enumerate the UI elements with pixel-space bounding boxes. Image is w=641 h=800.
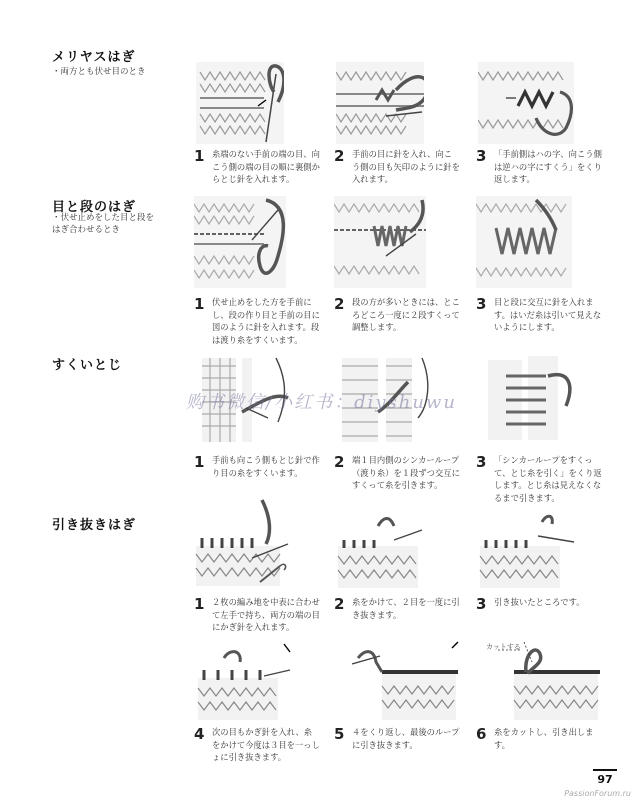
section-title-sukui-toji: すくいとじ: [52, 358, 123, 373]
step-number: 2: [334, 595, 345, 613]
step-caption: 糸端のない手前の端の目、向こう側の端の目の順に裏側からとじ針を入れます。: [212, 149, 320, 184]
step-number: 1: [194, 295, 205, 313]
step-caption: ４をくり返し、最後のループに引き抜きます。: [352, 727, 460, 750]
step-caption: 引き抜いたところです。: [494, 597, 585, 607]
illustration-step-4: [194, 640, 294, 724]
illustration-step-1: [194, 196, 286, 288]
forum-watermark: PassionForum.ru: [564, 789, 631, 798]
step-caption: 糸をかけて、２目を一度に引き抜きます。: [352, 597, 460, 620]
step-caption: 手前も向こう側もとじ針で作り目の糸をすくいます。: [212, 455, 320, 478]
section-note: ・両方とも伏せ目のとき: [52, 67, 146, 77]
section-title-meriyasu-hagi: メリヤスはぎ: [52, 50, 136, 65]
page-number: 97: [593, 769, 617, 786]
step-number: 4: [194, 725, 205, 743]
illustration-step-3: [476, 196, 572, 288]
illustration-step-3: [476, 508, 576, 592]
step-number: 2: [334, 295, 345, 313]
section-title-me-to-dan-no-hagi: 目と段のはぎ: [52, 200, 137, 215]
step-number: 6: [476, 725, 487, 743]
step-caption: 次の目もかぎ針を入れ、糸をかけて今度は３目を一っしょに引き抜きます。: [212, 727, 320, 762]
step-caption: ２枚の編み地を中表に合わせて左手で持ち、両方の端の目にかぎ針を入れます。: [212, 597, 320, 632]
section-title-hikinuki-hagi: 引き抜きはぎ: [52, 518, 137, 533]
illustration-step-1: [192, 496, 290, 592]
illustration-step-5: [352, 640, 462, 724]
illustration-step-3: [478, 62, 574, 144]
cut-label: カットする: [486, 643, 521, 651]
step-number: 2: [334, 453, 345, 471]
step-caption: 端１目内側のシンカーループ（渡り糸）を１段ずつ交互にすくって糸を引きます。: [352, 455, 460, 490]
step-number: 3: [476, 453, 487, 471]
illustration-step-2: [334, 196, 426, 288]
illustration-step-3: [478, 346, 574, 446]
step-caption: 伏せ止めをした方を手前にし、段の作り目と手前の目に図のように針を入れます。段は渡り糸をすくいます。: [212, 297, 320, 345]
illustration-step-1: [196, 62, 284, 144]
step-number: 3: [476, 295, 487, 313]
step-caption: 手前の目に針を入れ、向こう側の目も矢印のように針を入れます。: [352, 149, 460, 184]
step-number: 5: [334, 725, 345, 743]
step-number: 1: [194, 595, 205, 613]
watermark-text: 购书微信/小红书：diyshuwu: [186, 392, 457, 413]
step-number: 3: [476, 147, 487, 165]
step-caption: 段の方が多いときには、ところどころ一度に２段すくって調整します。: [352, 297, 460, 332]
illustration-step-2: [334, 508, 424, 592]
step-caption: 糸をカットし、引き出します。: [494, 727, 594, 750]
step-number: 3: [476, 595, 487, 613]
step-caption: 「シンカーループをすくって、とじ糸を引く」をくり返します。とじ糸は見えなくなるまで引きます。: [494, 455, 602, 503]
step-number: 1: [194, 147, 205, 165]
section-note: ・伏せ止めをした目と段をはぎ合わせるとき: [52, 213, 155, 235]
illustration-step-2: [336, 62, 424, 144]
step-number: 2: [334, 147, 345, 165]
step-caption: 目と段に交互に針を入れます。はいだ糸は引いて見えないようにします。: [494, 297, 602, 332]
step-number: 1: [194, 453, 205, 471]
step-caption: 「手前側はハの字、向こう側は逆ハの字にすくう」をくり返します。: [494, 149, 602, 184]
